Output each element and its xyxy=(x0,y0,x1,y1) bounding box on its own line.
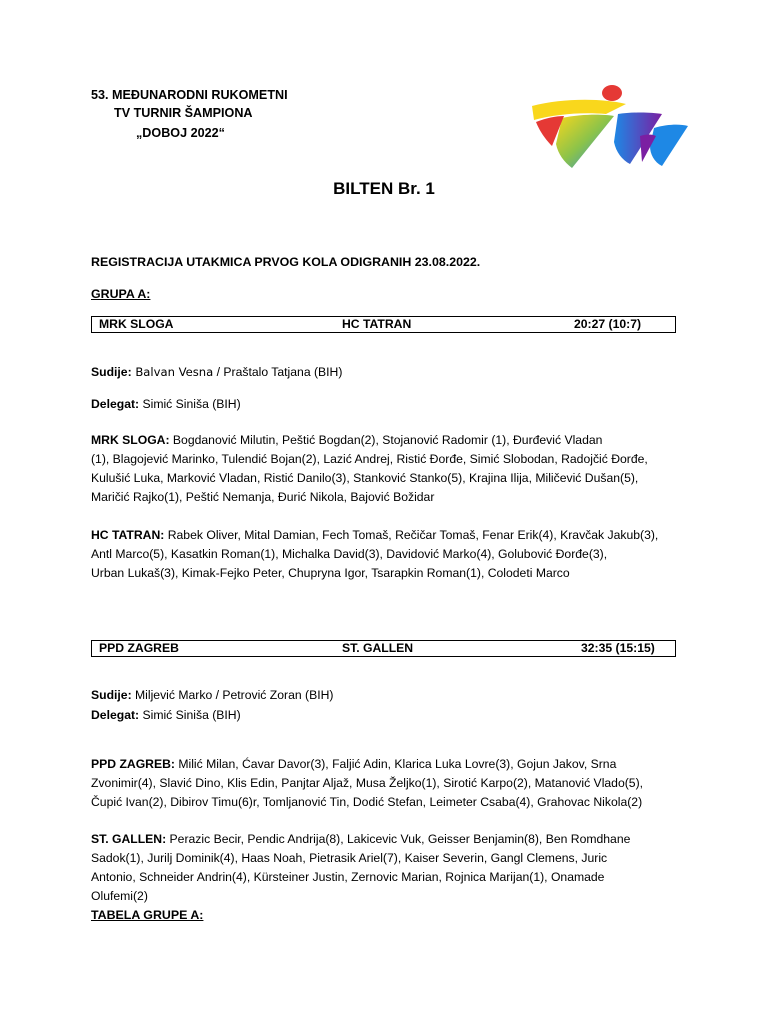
match-1-result-box xyxy=(91,316,676,333)
roster-line: Kulušić Luka, Marković Vladan, Ristić Danilo(3), Stanković Stanko(5), Krajina Ilija, Miličević Dušan(5), xyxy=(91,471,639,485)
tournament-title-line-2: TV TURNIR ŠAMPIONA xyxy=(114,106,253,120)
match-2-result-box xyxy=(91,640,676,657)
match-1-referee-2: / Praštalo Tatjana (BIH) xyxy=(213,365,343,379)
bulletin-title: BILTEN Br. 1 xyxy=(333,179,435,198)
match-2-away-roster xyxy=(91,830,691,906)
match-1-referees-label: Sudije: xyxy=(91,365,132,379)
group-a-heading: GRUPA A: xyxy=(91,287,151,301)
match-1-delegate xyxy=(91,395,691,414)
match-1-away-roster xyxy=(91,526,691,583)
match-2-home-team: PPD ZAGREB xyxy=(99,641,179,655)
match-2-referees-value: Miljević Marko / Petrović Zoran (BIH) xyxy=(131,688,334,702)
match-2-away-roster-label: ST. GALLEN: xyxy=(91,832,167,846)
roster-line: Bogdanović Milutin, Peštić Bogdan(2), Stojanović Radomir (1), Đurđević Vladan xyxy=(169,433,603,447)
group-a-table-heading: TABELA GRUPE A: xyxy=(91,908,204,922)
match-1-home-roster xyxy=(91,431,691,507)
match-2-home-roster-label: PPD ZAGREB: xyxy=(91,757,175,771)
roster-line: Čupić Ivan(2), Dibirov Timu(6)r, Tomljanović Tin, Dodić Stefan, Leimeter Csaba(4), Grahovac Nikola(2) xyxy=(91,795,643,809)
match-2-referees xyxy=(91,686,691,705)
match-2-referees-label: Sudije: xyxy=(91,688,132,702)
registration-heading: REGISTRACIJA UTAKMICA PRVOG KOLA ODIGRANIH 23.08.2022. xyxy=(91,255,481,269)
roster-line: Urban Lukaš(3), Kimak-Fejko Peter, Chupryna Igor, Tsarapkin Roman(1), Colodeti Marco xyxy=(91,566,570,580)
match-1-away-team: HC TATRAN xyxy=(342,317,412,331)
roster-line: Rabek Oliver, Mital Damian, Fech Tomaš, Rečičar Tomaš, Fenar Erik(4), Kravčak Jakub(3), xyxy=(164,528,659,542)
match-2-away-team: ST. GALLEN xyxy=(342,641,414,655)
match-1-referee-1: Balvan Vesna xyxy=(131,365,214,379)
match-1-away-roster-label: HC TATRAN: xyxy=(91,528,165,542)
match-2-delegate-label: Delegat: xyxy=(91,708,140,722)
roster-line: Antonio, Schneider Andrin(4), Kürsteiner Justin, Zernovic Marian, Rojnica Marijan(1), Onamade xyxy=(91,870,605,884)
match-2-score: 32:35 (15:15) xyxy=(581,641,655,655)
roster-line: Maričić Rajko(1), Peštić Nemanja, Đurić Nikola, Bajović Božidar xyxy=(91,490,435,504)
match-1-home-team: MRK SLOGA xyxy=(99,317,174,331)
tournament-title-line-3: „DOBOJ 2022“ xyxy=(136,126,225,140)
match-1-referees xyxy=(91,363,691,382)
match-1-delegate-value: Simić Siniša (BIH) xyxy=(139,397,241,411)
roster-line: Perazic Becir, Pendic Andrija(8), Lakicevic Vuk, Geisser Benjamin(8), Ben Romdhane xyxy=(166,832,631,846)
roster-line: Zvonimir(4), Slavić Dino, Klis Edin, Panjtar Aljaž, Musa Željko(1), Sirotić Karpo(2), Matanović Vlado(5), xyxy=(91,776,644,790)
roster-line: Milić Milan, Ćavar Davor(3), Faljić Adin, Klarica Luka Lovre(3), Gojun Jakov, Srna xyxy=(174,757,617,771)
match-2-delegate xyxy=(91,706,691,725)
match-2-home-roster xyxy=(91,755,691,812)
roster-line: (1), Blagojević Marinko, Tulendić Bojan(2), Lazić Andrej, Ristić Đorđe, Simić Slobodan, Radojčić Đorđe, xyxy=(91,452,648,466)
roster-line: Olufemi(2) xyxy=(91,889,148,903)
match-1-home-roster-label: MRK SLOGA: xyxy=(91,433,170,447)
roster-line: Sadok(1), Jurilj Dominik(4), Haas Noah, Pietrasik Ariel(7), Kaiser Severin, Gangl Clemens, Juric xyxy=(91,851,608,865)
tournament-title-line-1: 53. MEĐUNARODNI RUKOMETNI xyxy=(91,88,288,102)
match-2-delegate-value: Simić Siniša (BIH) xyxy=(139,708,241,722)
match-1-score: 20:27 (10:7) xyxy=(574,317,642,331)
match-1-delegate-label: Delegat: xyxy=(91,397,140,411)
roster-line: Antl Marco(5), Kasatkin Roman(1), Michalka David(3), Davidović Marko(4), Golubović Đorđe(3), xyxy=(91,547,608,561)
tournament-logo-icon xyxy=(522,84,690,170)
